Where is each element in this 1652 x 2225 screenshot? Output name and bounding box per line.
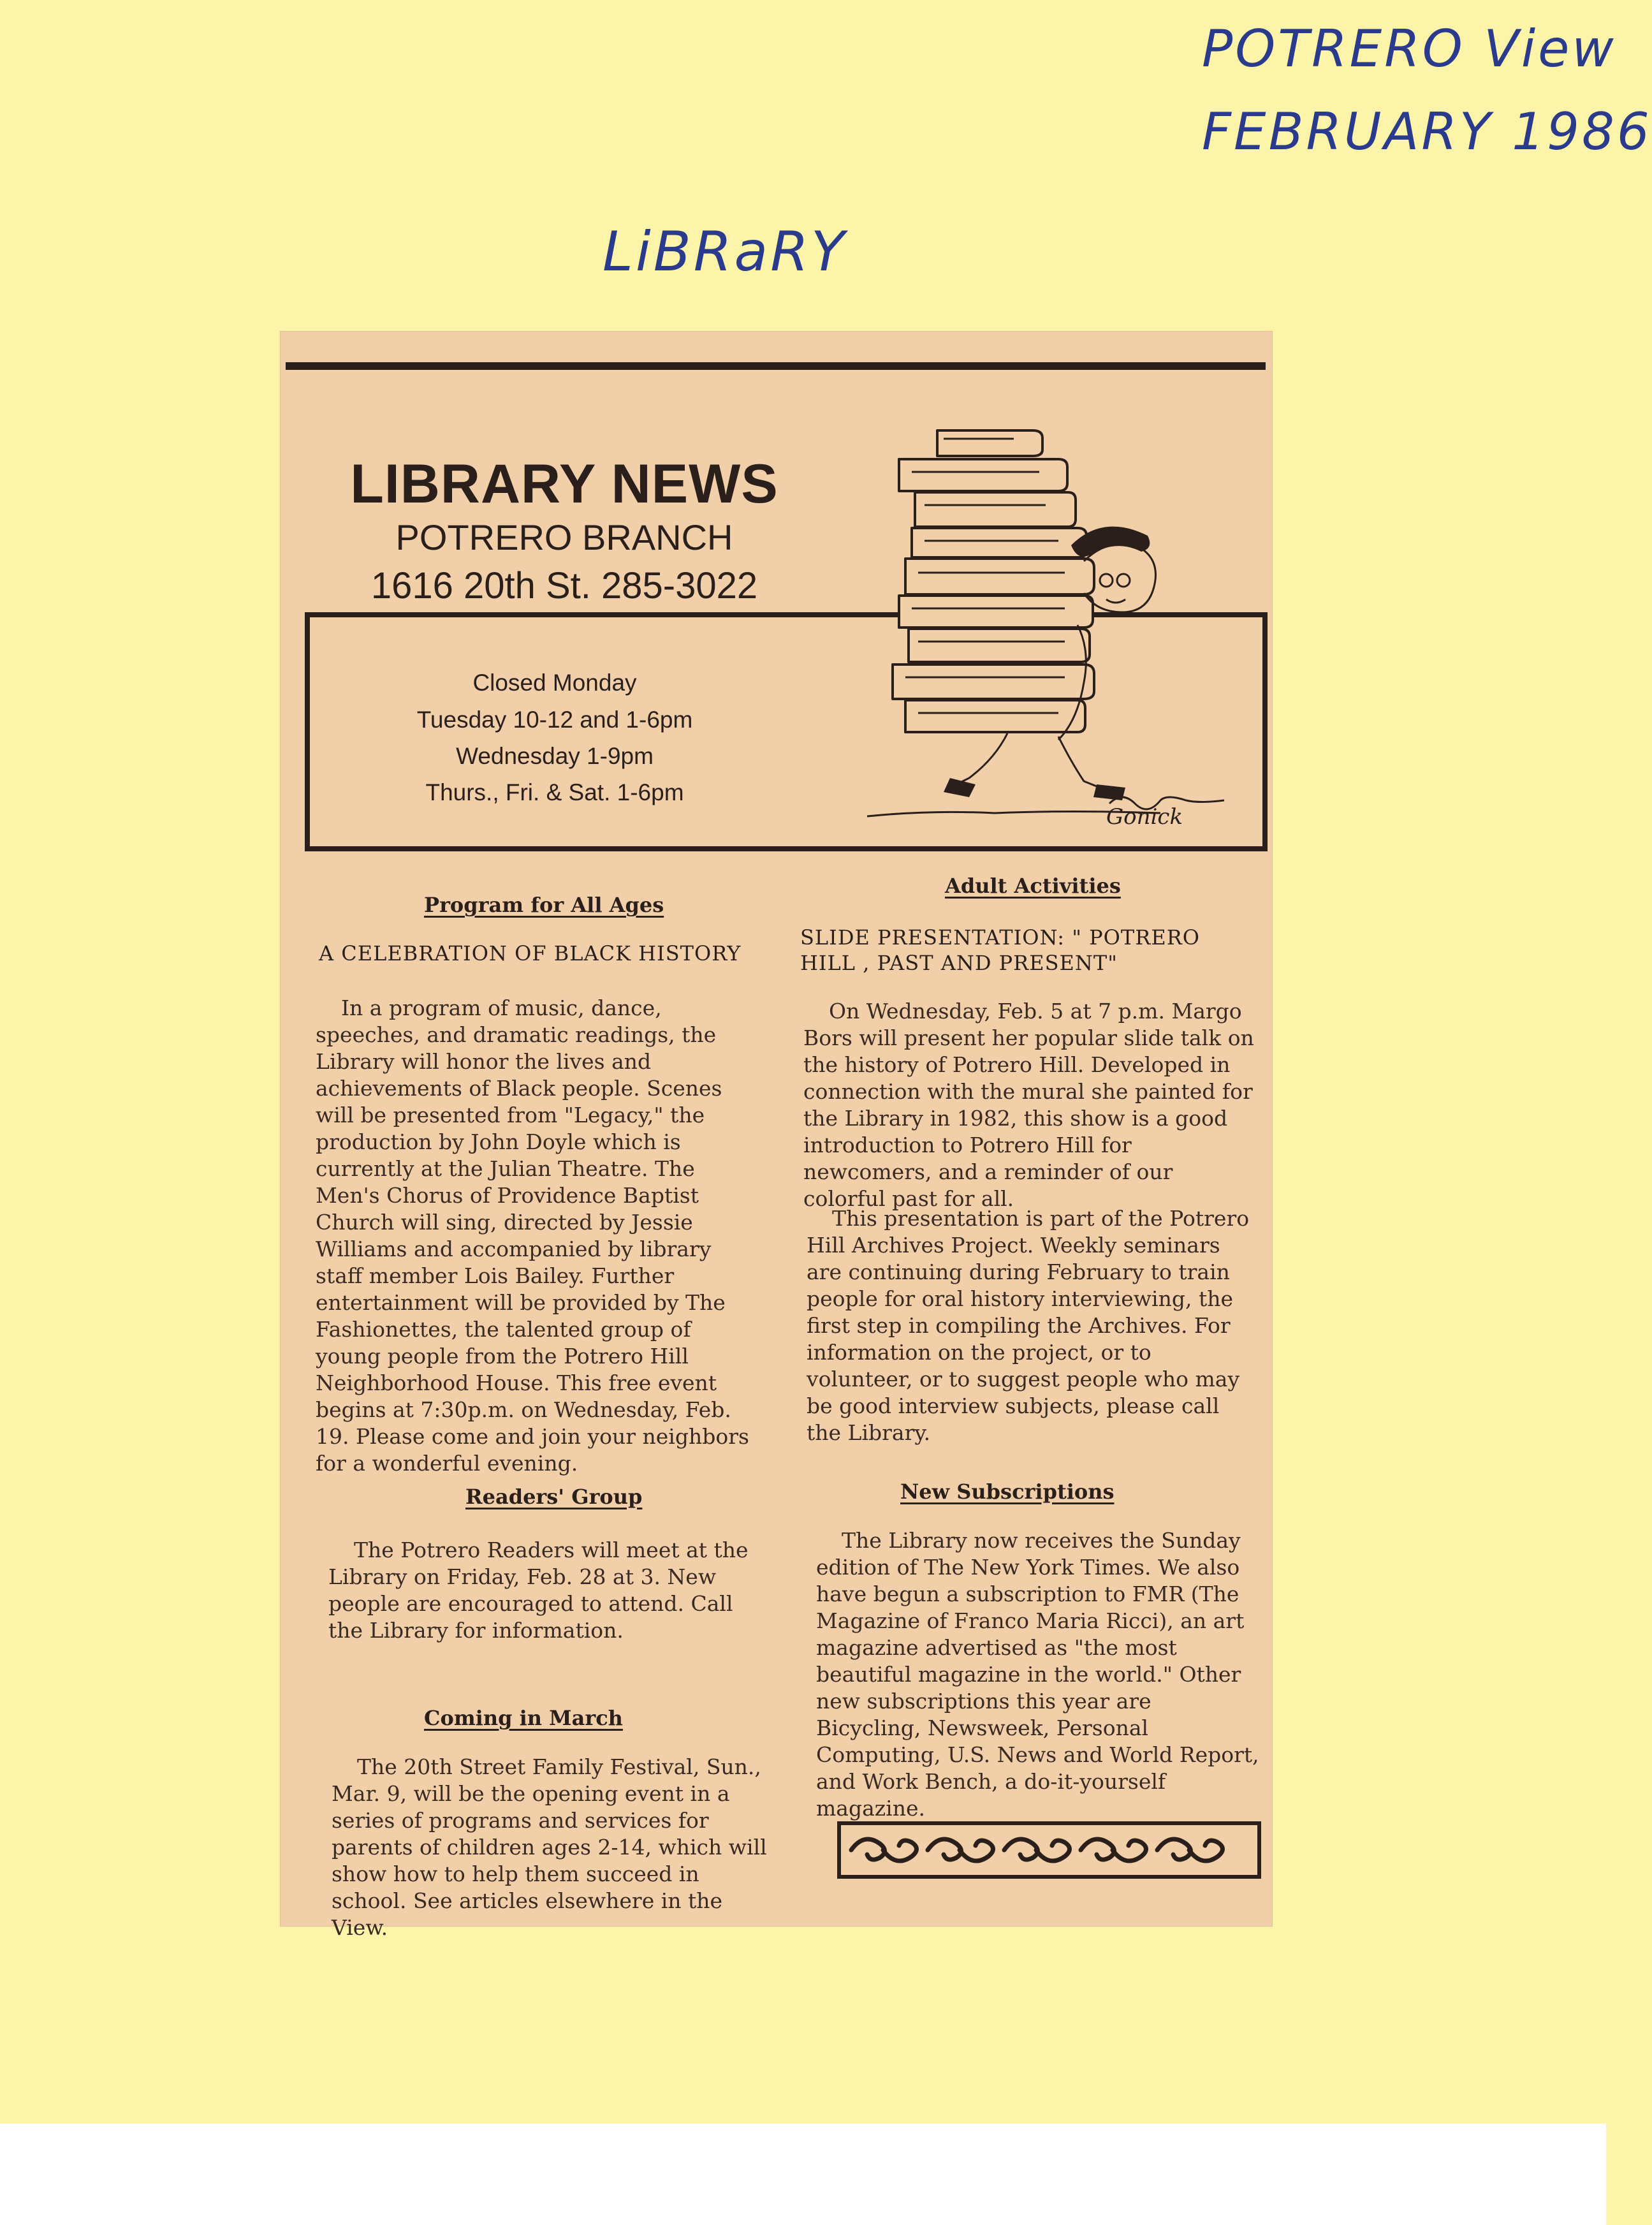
heading-readers-group: Readers' Group: [465, 1485, 643, 1509]
masthead-address: 1616 20th St. 285-3022: [370, 565, 758, 606]
artist-signature: Gonick: [1106, 804, 1183, 830]
handwritten-date: FEBRUARY 1986: [1202, 102, 1652, 161]
body-new-subscriptions: The Library now receives the Sunday edition of The New York Times. We also have begun a subscription to FMR (The Magazine of Franco Maria Ricci), an art magazine advertised as "the most beautiful magazine in the world." Other new subscriptions this year are Bicycling, Newsweek, Personal Computing, U.S. News and World Report, and Work Bench, a do-it-yourself magazine.: [816, 1528, 1259, 1821]
handwritten-source: POTRERO View: [1202, 19, 1616, 78]
hours-line: Wednesday 1-9pm: [456, 743, 654, 769]
heading-program: Program for All Ages: [424, 893, 664, 917]
body-coming-in-march: The 20th Street Family Festival, Sun., Mar. 9, will be the opening event in a series of programs and services for parents of children ages 2-14, which will show how to help them succeed in school. See articles elsewhere in the View.: [332, 1754, 767, 1940]
book-carrier-illustration: [854, 370, 1243, 855]
handwritten-topic: LiBRaRY: [603, 220, 847, 284]
subheading-black-history: A CELEBRATION OF BLACK HISTORY: [319, 941, 742, 966]
hours-line: Closed Monday: [472, 670, 637, 696]
body-readers-group: The Potrero Readers will meet at the Library on Friday, Feb. 28 at 3. New people are encouraged to attend. Call the Library for information.: [328, 1538, 749, 1643]
masthead-title: LIBRARY NEWS: [350, 453, 778, 515]
hours-line: Tuesday 10-12 and 1-6pm: [416, 707, 693, 733]
top-rule: [286, 362, 1266, 370]
body-slide-presentation: On Wednesday, Feb. 5 at 7 p.m. Margo Bors will present her popular slide talk on the history of Potrero Hill. Developed in connection with the mural she painted for the Library in 1982, this show is a good introduction to Potrero Hill for newcomers, and a reminder of our colorful past for all.: [803, 999, 1254, 1211]
hours-line: Thurs., Fri. & Sat. 1-6pm: [425, 779, 684, 805]
heading-new-subscriptions: New Subscriptions: [900, 1480, 1115, 1504]
subheading-slide-presentation: SLIDE PRESENTATION: " POTRERO HILL , PAST AND PRESENT": [800, 925, 1201, 975]
body-archives-project: This presentation is part of the Potrero Hill Archives Project. Weekly seminars are continuing during February to train people for oral history interviewing, the first step in compiling the Archives. For information on the project, or to volunteer, or to suggest people who may be good interview subjects, please call the Library.: [807, 1206, 1250, 1445]
scan-bottom-margin: [0, 2124, 1606, 2225]
newspaper-clipping: [281, 332, 1272, 1940]
masthead-branch: POTRERO BRANCH: [395, 517, 733, 557]
heading-adult-activities: Adult Activities: [945, 874, 1121, 898]
decorative-border-ornament: [837, 1821, 1261, 1879]
heading-coming-in-march: Coming in March: [424, 1706, 623, 1730]
body-program: In a program of music, dance, speeches, and dramatic readings, the Library will honor the lives and achievements of Black people. Scenes will be presented from "Legacy," the production by John Doyle which is currently at the Julian Theatre. The Men's Chorus of Providence Baptist Church will sing, directed by Jessie Williams and accompanied by library staff member Lois Bailey. Further entertainment will be provided by The Fashionettes, the talented group of young people from the Potrero Hill Neighborhood House. This free event begins at 7:30p.m. on Wednesday, Feb. 19. Please come and join your neighbors for a wonderful evening.: [316, 995, 749, 1476]
